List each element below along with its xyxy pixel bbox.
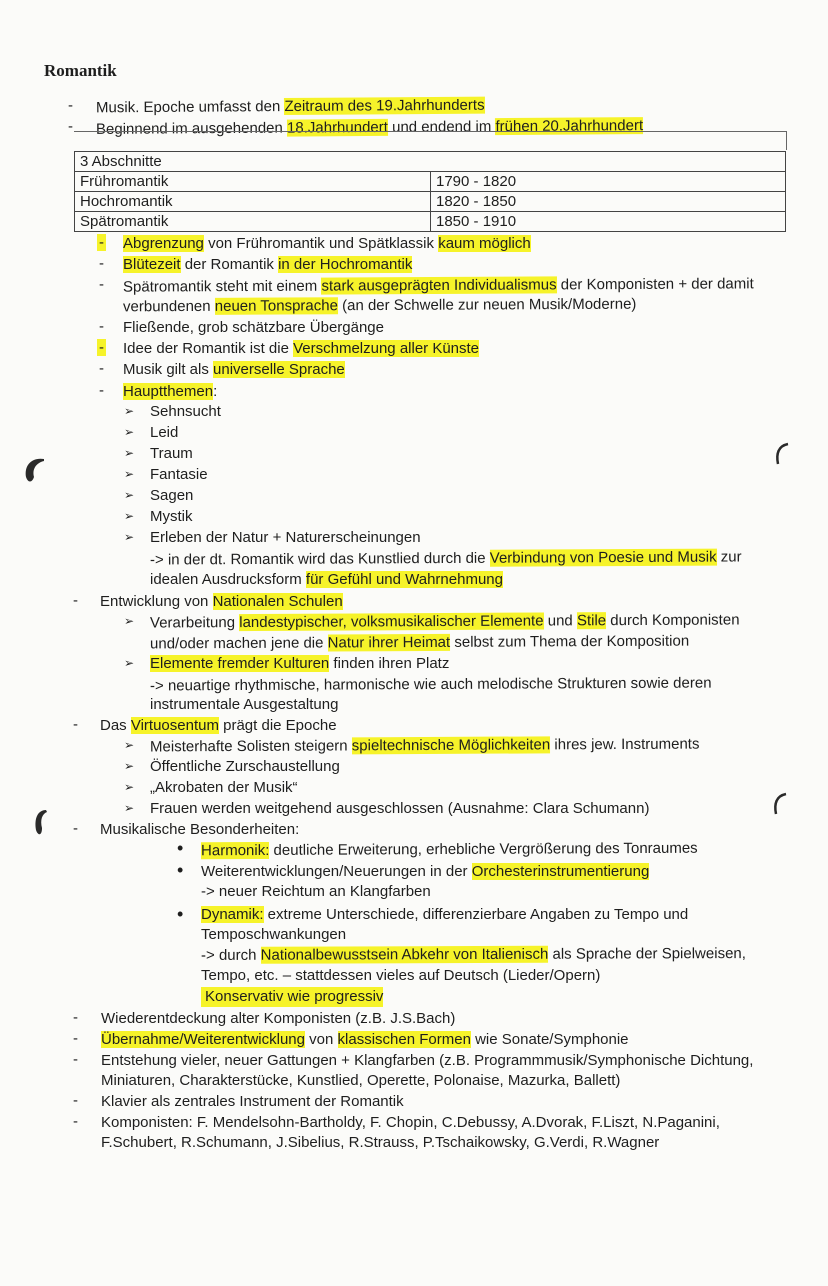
mus-dynamik: Dynamik: extreme Unterschiede, differenzierbare Angaben zu Tempo und bbox=[201, 906, 689, 923]
line-nationale-schulen: Entwicklung von Nationalen Schulen bbox=[100, 593, 343, 610]
punch-hole-mark bbox=[768, 790, 790, 818]
arrow-bullet-icon: ➢ bbox=[124, 509, 135, 523]
bullet-dash: - bbox=[73, 716, 78, 733]
arrow-bullet-icon: ➢ bbox=[124, 780, 135, 794]
nat-line-4: -> neuartige rhythmische, harmonische wie auch melodische Strukturen sowie deren bbox=[149, 674, 712, 695]
table-row: Frühromantik 1790 - 1820 bbox=[75, 172, 786, 192]
nat-line-5: instrumentale Ausgestaltung bbox=[150, 696, 339, 713]
punch-hole-mark bbox=[18, 455, 48, 487]
arrow-bullet-icon: ➢ bbox=[124, 488, 135, 502]
bullet-dash: - bbox=[73, 1051, 78, 1068]
nat-line-3: Elemente fremder Kulturen finden ihren Platz bbox=[150, 655, 450, 672]
theme-item: Sagen bbox=[150, 487, 194, 504]
punch-hole-mark bbox=[30, 808, 52, 838]
virt-line-3: „Akrobaten der Musik“ bbox=[150, 779, 298, 796]
punch-hole-mark bbox=[770, 440, 792, 468]
mus-deutsch: Tempo, etc. – stattdessen vieles auf Deutsch (Lieder/Opern) bbox=[201, 967, 601, 984]
line-musik-sprache: Musik gilt als universelle Sprache bbox=[123, 361, 345, 378]
virt-line-4: Frauen werden weitgehend ausgeschlossen (Ausnahme: Clara Schumann) bbox=[150, 800, 650, 817]
line-virtuosentum: Das Virtuosentum prägt die Epoche bbox=[100, 717, 337, 734]
bullet-dash: - bbox=[99, 318, 104, 335]
bullet-dash: - bbox=[99, 382, 104, 399]
bullet-dash: - bbox=[99, 360, 104, 377]
arrow-bullet-icon: ➢ bbox=[124, 738, 135, 752]
virt-line-1: Meisterhafte Solisten steigern spieltechnische Möglichkeiten ihres jew. Instruments bbox=[149, 735, 700, 756]
bullet-dash: - bbox=[73, 592, 78, 609]
bullet-dash: - bbox=[68, 118, 73, 135]
line-klavier: Klavier als zentrales Instrument der Romantik bbox=[101, 1093, 404, 1110]
theme-item: Leid bbox=[150, 424, 179, 441]
natur-line-2: idealen Ausdrucksform für Gefühl und Wahrnehmung bbox=[150, 571, 503, 588]
page-title: Romantik bbox=[44, 61, 117, 80]
line-komponisten-2: F.Schubert, R.Schumann, J.Sibelius, R.Strauss, P.Tschaikowsky, G.Verdi, R.Wagner bbox=[101, 1134, 660, 1151]
round-bullet-icon: • bbox=[177, 904, 184, 924]
mus-konservativ: Konservativ wie progressiv bbox=[201, 987, 383, 1007]
theme-item: Fantasie bbox=[150, 466, 208, 483]
line-spaetromantik-1: Spätromantik steht mit einem stark ausgeprägten Individualismus der Komponisten + der damit bbox=[122, 275, 754, 296]
nat-line-2: und/oder machen jene die Natur ihrer Heimat selbst zum Thema der Komposition bbox=[149, 632, 690, 653]
table-row: Hochromantik 1820 - 1850 bbox=[75, 192, 786, 212]
bullet-dash: - bbox=[99, 234, 104, 251]
arrow-bullet-icon: ➢ bbox=[124, 467, 135, 481]
mus-klangfarben: -> neuer Reichtum an Klangfarben bbox=[201, 883, 431, 900]
highlight: Zeitraum des 19.Jahrhunderts bbox=[284, 96, 485, 116]
table-header-row bbox=[75, 152, 786, 172]
mus-tempo: Temposchwankungen bbox=[201, 926, 347, 943]
bullet-dash: - bbox=[68, 97, 73, 114]
round-bullet-icon: • bbox=[177, 860, 184, 880]
line-abgrenzung: Abgrenzung von Frühromantik und Spätklassik kaum möglich bbox=[123, 235, 531, 252]
line-uebergaenge: Fließende, grob schätzbare Übergänge bbox=[123, 319, 384, 336]
line-gattungen-1: Entstehung vieler, neuer Gattungen + Klangfarben (z.B. Programmmusik/Symphonische Dichtung, bbox=[101, 1052, 754, 1069]
line-spaetromantik-2: verbundenen neuen Tonsprache (an der Schwelle zur neuen Musik/Moderne) bbox=[122, 295, 637, 316]
bullet-dash: - bbox=[99, 339, 104, 356]
theme-item: Traum bbox=[150, 445, 193, 462]
arrow-bullet-icon: ➢ bbox=[124, 801, 135, 815]
theme-item: Erleben der Natur + Naturerscheinungen bbox=[150, 529, 421, 546]
highlight: frühen 20.Jahrhundert bbox=[495, 117, 644, 136]
table-row: Spätromantik 1850 - 1910 bbox=[75, 212, 786, 232]
theme-item: Sehnsucht bbox=[150, 403, 221, 420]
arrow-bullet-icon: ➢ bbox=[124, 425, 135, 439]
bullet-dash: - bbox=[99, 276, 104, 293]
natur-line-1: -> in der dt. Romantik wird das Kunstlied durch die Verbindung von Poesie und Musik zur bbox=[149, 548, 742, 569]
intro-line-1: Musik. Epoche umfasst den Zeitraum des 19.Jahrhunderts bbox=[95, 96, 485, 117]
line-bluetezeit: Blütezeit der Romantik in der Hochromantik bbox=[123, 256, 413, 273]
arrow-bullet-icon: ➢ bbox=[124, 614, 135, 628]
sections-table bbox=[74, 151, 786, 232]
line-hauptthemen: Hauptthemen: bbox=[123, 383, 218, 400]
arrow-bullet-icon: ➢ bbox=[124, 656, 135, 670]
theme-item: Mystik bbox=[150, 508, 193, 525]
bullet-dash: - bbox=[73, 1113, 78, 1130]
round-bullet-icon: • bbox=[177, 838, 184, 858]
bullet-dash: - bbox=[73, 1009, 78, 1026]
line-idee: Idee der Romantik ist die Verschmelzung aller Künste bbox=[123, 340, 480, 357]
line-wiederentdeckung: Wiederentdeckung alter Komponisten (z.B. J.S.Bach) bbox=[101, 1010, 456, 1027]
nat-line-1: Verarbeitung landestypischer, volksmusikalischer Elemente und Stile durch Komponisten bbox=[149, 611, 740, 632]
line-komponisten-1: Komponisten: F. Mendelsohn-Bartholdy, F. Chopin, C.Debussy, A.Dvorak, F.Liszt, N.Paganini, bbox=[101, 1114, 720, 1131]
bullet-dash: - bbox=[73, 820, 78, 837]
mus-national: -> durch Nationalbewusstsein Abkehr von Italienisch als Sprache der Spielweisen, bbox=[200, 945, 746, 964]
intro-line-2: Beginnend im ausgehenden 18.Jahrhundert und endend im frühen 20.Jahrhundert bbox=[95, 117, 644, 138]
arrow-bullet-icon: ➢ bbox=[124, 759, 135, 773]
line-uebernahme: Übernahme/Weiterentwicklung von klassischen Formen wie Sonate/Symphonie bbox=[101, 1031, 629, 1048]
highlight: 18.Jahrhundert bbox=[286, 118, 388, 137]
mus-harmonik: Harmonik: deutliche Erweiterung, erhebliche Vergrößerung des Tonraumes bbox=[200, 839, 698, 860]
arrow-bullet-icon: ➢ bbox=[124, 404, 135, 418]
bullet-dash: - bbox=[73, 1092, 78, 1109]
bullet-dash: - bbox=[99, 255, 104, 272]
bullet-dash: - bbox=[73, 1030, 78, 1047]
line-musikalische-besonderheiten: Musikalische Besonderheiten: bbox=[100, 821, 300, 838]
virt-line-2: Öffentliche Zurschaustellung bbox=[150, 758, 340, 775]
arrow-bullet-icon: ➢ bbox=[124, 446, 135, 460]
mus-orchester: Weiterentwicklungen/Neuerungen in der Orchesterinstrumentierung bbox=[201, 863, 650, 880]
line-gattungen-2: Miniaturen, Charakterstücke, Kunstlied, Operette, Polonaise, Mazurka, Ballett) bbox=[101, 1072, 621, 1089]
arrow-bullet-icon: ➢ bbox=[124, 530, 135, 544]
table-header: 3 Abschnitte bbox=[75, 152, 786, 172]
table-top-frame bbox=[74, 131, 787, 150]
